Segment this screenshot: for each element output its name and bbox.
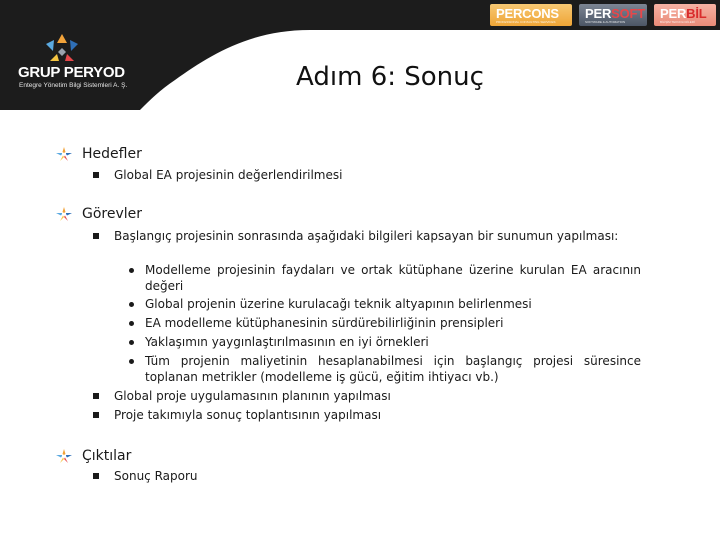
list-item: Global EA projesinin değerlendirilmesi xyxy=(93,167,653,183)
section-ciktilar xyxy=(56,448,131,464)
list-item: Global proje uygulamasının planının yapılması xyxy=(93,388,653,404)
brand-percons-part2: CONS xyxy=(522,5,559,21)
slide-title: Adım 6: Sonuç xyxy=(296,62,484,92)
section-hedefler xyxy=(56,146,142,162)
square-bullet-icon xyxy=(93,172,99,178)
square-bullet-icon xyxy=(93,473,99,479)
brand-persoft-part2: SOFT xyxy=(611,5,646,21)
dot-bullet-icon xyxy=(129,321,134,326)
list-item: Sonuç Raporu xyxy=(93,468,653,484)
square-bullet-icon xyxy=(93,412,99,418)
list-item: Başlangıç projesinin sonrasında aşağıdaki bilgileri kapsayan bir sunumun yapılması: xyxy=(93,228,641,244)
star-bullet-icon xyxy=(56,147,72,161)
sub-list-item: Yaklaşımın yaygınlaştırılmasının en iyi örnekleri xyxy=(129,334,641,350)
dot-bullet-icon xyxy=(129,268,134,273)
brand-percons-tagline: PROFESSIONAL CONSULTING SERVICES xyxy=(496,19,556,24)
dot-bullet-icon xyxy=(129,359,134,364)
square-bullet-icon xyxy=(93,393,99,399)
logo-name: GRUP PERYOD xyxy=(18,64,125,81)
square-bullet-icon xyxy=(93,233,99,239)
brand-perbil-part1: PER xyxy=(660,5,687,21)
brand-perbil[interactable] xyxy=(654,4,716,26)
brand-percons-part1: PER xyxy=(496,5,523,21)
logo-subtitle: Entegre Yönetim Bilgi Sistemleri A. Ş. xyxy=(19,82,128,89)
section-gorevler xyxy=(56,206,142,222)
sub-list-item: EA modelleme kütüphanesinin sürdürebilirliğinin prensipleri xyxy=(129,315,641,331)
section-label-ciktilar: Çıktılar xyxy=(82,448,132,464)
star-bullet-icon xyxy=(56,207,72,221)
star-bullet-icon xyxy=(56,449,72,463)
list-item: Proje takımıyla sonuç toplantısının yapılması xyxy=(93,407,653,423)
sub-list-item: Tüm projenin maliyetinin hesaplanabilmesi için başlangıç projesi süresince toplanan metrikler (modelleme iş gücü, eğitim ihtiyacı vb.) xyxy=(129,353,641,385)
brand-persoft[interactable] xyxy=(579,4,647,26)
sub-list-item: Global projenin üzerine kurulacağı teknik altyapının belirlenmesi xyxy=(129,296,641,312)
brand-persoft-part1: PER xyxy=(585,5,612,21)
section-label-hedefler: Hedefler xyxy=(82,146,142,162)
brand-percons[interactable] xyxy=(490,4,572,26)
brand-perbil-tagline: BİLİŞİM TEKNOLOJİLERİ xyxy=(660,19,695,24)
brand-perbil-part2: BİL xyxy=(686,5,707,21)
dot-bullet-icon xyxy=(129,302,134,307)
section-label-gorevler: Görevler xyxy=(82,206,143,222)
dot-bullet-icon xyxy=(129,340,134,345)
brand-persoft-tagline: SOFTWARE & AUTOMATION xyxy=(585,19,626,24)
sub-list-item: Modelleme projesinin faydaları ve ortak kütüphane üzerine kurulan EA aracının değeri xyxy=(129,262,641,294)
